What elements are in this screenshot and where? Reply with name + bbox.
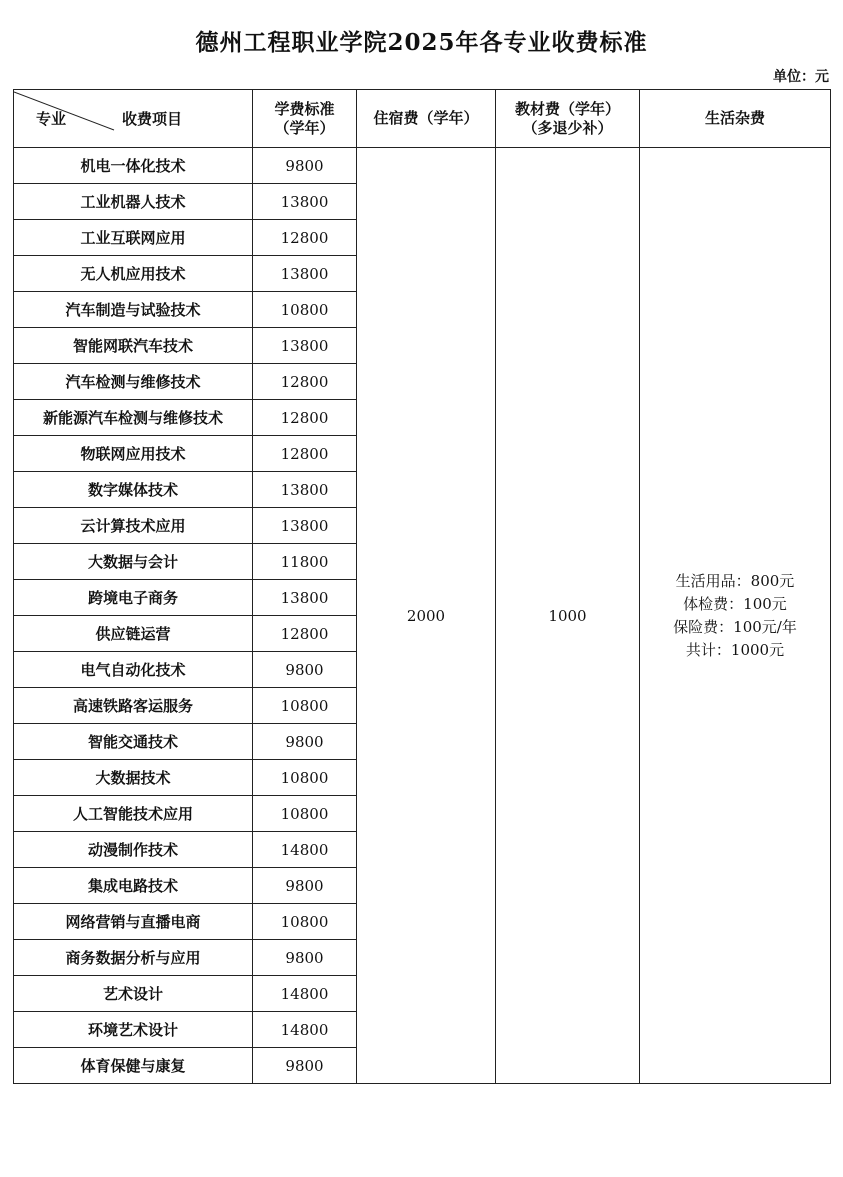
header-major: 专业 [36, 110, 67, 128]
tuition-cell: 9800 [253, 1048, 357, 1084]
header-textbook-line1: 教材费（学年） [514, 99, 620, 118]
tuition-cell: 10800 [253, 904, 357, 940]
major-cell: 汽车制造与试验技术 [14, 292, 253, 328]
tuition-cell: 9800 [253, 652, 357, 688]
header-textbook-line2: （多退少补） [522, 118, 613, 137]
living-fee-line: 生活用品：800元 [675, 571, 795, 590]
tuition-cell: 9800 [253, 940, 357, 976]
living-fee-line: 共计：1000元 [685, 640, 785, 659]
major-cell: 新能源汽车检测与维修技术 [14, 400, 253, 436]
unit-label: 单位：元 [773, 69, 829, 85]
major-cell: 商务数据分析与应用 [14, 940, 253, 976]
table-row [14, 148, 831, 184]
major-cell: 工业机器人技术 [14, 184, 253, 220]
tuition-cell: 13800 [253, 580, 357, 616]
header-row [14, 90, 831, 148]
major-cell: 跨境电子商务 [14, 580, 253, 616]
major-cell: 供应链运营 [14, 616, 253, 652]
tuition-cell: 12800 [253, 616, 357, 652]
major-cell: 环境艺术设计 [14, 1012, 253, 1048]
tuition-cell: 13800 [253, 184, 357, 220]
header-living: 生活杂费 [640, 90, 831, 148]
tuition-cell: 12800 [253, 400, 357, 436]
tuition-cell: 14800 [253, 1012, 357, 1048]
header-tuition: 学费标准（学年） [253, 90, 357, 148]
major-cell: 高速铁路客运服务 [14, 688, 253, 724]
header-major-fee-item [14, 90, 253, 148]
tuition-cell: 13800 [253, 328, 357, 364]
header-textbook [496, 90, 640, 148]
tuition-cell: 12800 [253, 220, 357, 256]
tuition-cell: 10800 [253, 688, 357, 724]
living-fees-cell [640, 148, 831, 1084]
major-cell: 云计算技术应用 [14, 508, 253, 544]
major-cell: 电气自动化技术 [14, 652, 253, 688]
header-fee-item: 收费项目 [122, 110, 183, 128]
textbook-fee-cell: 1000 [496, 148, 640, 1084]
accommodation-fee-cell: 2000 [357, 148, 496, 1084]
tuition-cell: 9800 [253, 148, 357, 184]
major-cell: 艺术设计 [14, 976, 253, 1012]
tuition-cell: 14800 [253, 976, 357, 1012]
living-fee-line: 体检费：100元 [683, 594, 787, 613]
major-cell: 工业互联网应用 [14, 220, 253, 256]
major-cell: 数字媒体技术 [14, 472, 253, 508]
major-cell: 物联网应用技术 [14, 436, 253, 472]
major-cell: 网络营销与直播电商 [14, 904, 253, 940]
major-cell: 无人机应用技术 [14, 256, 253, 292]
tuition-cell: 13800 [253, 256, 357, 292]
tuition-cell: 11800 [253, 544, 357, 580]
tuition-cell: 10800 [253, 292, 357, 328]
major-cell: 集成电路技术 [14, 868, 253, 904]
page-title: 德州工程职业学院2025年各专业收费标准 [195, 29, 648, 56]
tuition-cell: 13800 [253, 472, 357, 508]
tuition-cell: 9800 [253, 724, 357, 760]
tuition-cell: 10800 [253, 760, 357, 796]
tuition-cell: 10800 [253, 796, 357, 832]
major-cell: 汽车检测与维修技术 [14, 364, 253, 400]
major-cell: 大数据技术 [14, 760, 253, 796]
tuition-cell: 14800 [253, 832, 357, 868]
major-cell: 智能网联汽车技术 [14, 328, 253, 364]
major-cell: 体育保健与康复 [14, 1048, 253, 1084]
major-cell: 人工智能技术应用 [14, 796, 253, 832]
tuition-cell: 12800 [253, 436, 357, 472]
header-accommodation: 住宿费（学年） [357, 90, 496, 148]
major-cell: 智能交通技术 [14, 724, 253, 760]
major-cell: 机电一体化技术 [14, 148, 253, 184]
tuition-cell: 12800 [253, 364, 357, 400]
living-fee-line: 保险费：100元/年 [673, 617, 797, 636]
fee-table [13, 89, 831, 1084]
major-cell: 动漫制作技术 [14, 832, 253, 868]
tuition-cell: 13800 [253, 508, 357, 544]
tuition-cell: 9800 [253, 868, 357, 904]
major-cell: 大数据与会计 [14, 544, 253, 580]
table-body [14, 148, 831, 1084]
